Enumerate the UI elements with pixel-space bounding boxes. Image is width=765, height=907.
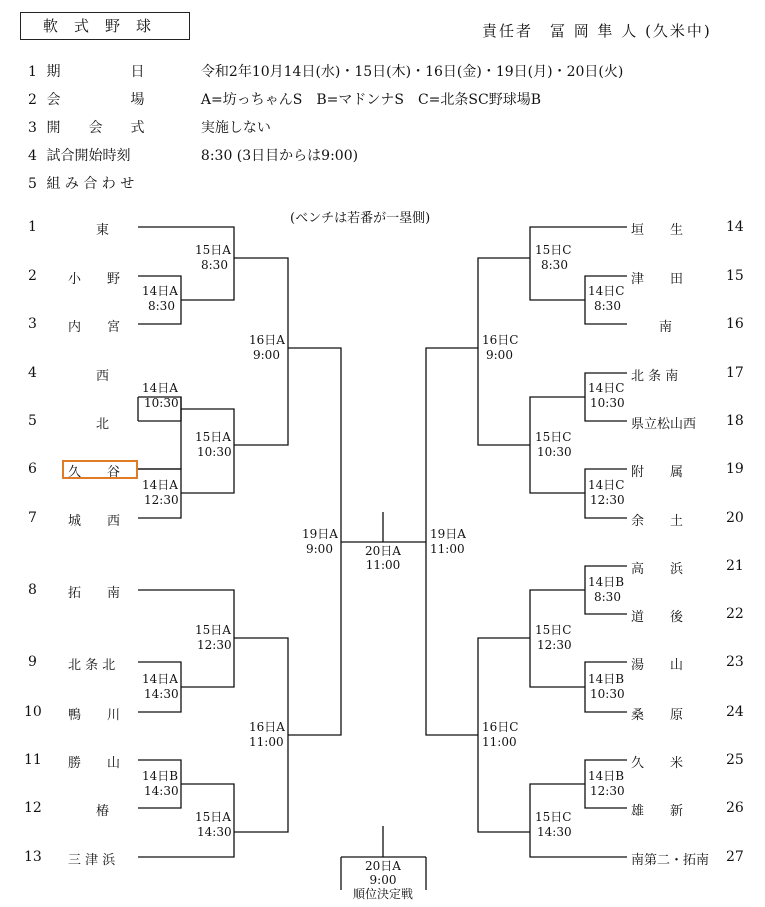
team-name: 北 条 北 bbox=[68, 658, 116, 673]
game-label: 16日A 9:00 bbox=[249, 333, 285, 362]
team-number: 9 bbox=[28, 654, 37, 670]
team-number: 16 bbox=[726, 316, 744, 332]
team-name: 津 田 bbox=[631, 272, 684, 287]
responsible-person: 責任者 冨 岡 隼 人 (久米中) bbox=[482, 22, 712, 40]
game-label: 16日C 9:00 bbox=[482, 333, 519, 362]
team-name: 附 属 bbox=[631, 465, 684, 480]
team-number: 25 bbox=[726, 752, 744, 768]
game-label: 15日C 8:30 bbox=[535, 243, 572, 272]
game-label: 14日A 8:30 bbox=[142, 284, 178, 313]
team-number: 3 bbox=[28, 316, 37, 332]
team-name: 東 bbox=[96, 223, 110, 238]
team-name: 余 土 bbox=[631, 514, 684, 529]
info-num: 3 bbox=[28, 120, 37, 136]
placement-game-label: 20日A 9:00 順位決定戦 bbox=[352, 859, 413, 901]
team-name: 道 後 bbox=[631, 610, 684, 625]
team-name: 湯 山 bbox=[631, 658, 684, 673]
team-number: 20 bbox=[726, 510, 744, 526]
team-number: 19 bbox=[726, 461, 744, 477]
game-label: 15日A 8:30 bbox=[195, 243, 231, 272]
team-number: 17 bbox=[726, 365, 744, 381]
team-number: 26 bbox=[726, 800, 744, 816]
team-name: 鴨 川 bbox=[68, 708, 121, 723]
team-number: 18 bbox=[726, 413, 744, 429]
info-label: 試合開始時刻 bbox=[46, 148, 131, 164]
game-label: 14日C 8:30 bbox=[588, 284, 625, 313]
game-label: 14日A 14:30 bbox=[142, 672, 179, 701]
info-label: 会 場 bbox=[46, 92, 145, 108]
team-name: 拓 南 bbox=[68, 586, 121, 601]
team-number: 10 bbox=[24, 704, 42, 720]
team-number: 24 bbox=[726, 704, 744, 720]
game-label: 15日C 14:30 bbox=[535, 810, 572, 839]
game-label: 15日A 14:30 bbox=[195, 810, 232, 839]
game-label: 16日A 11:00 bbox=[249, 720, 285, 749]
game-label: 14日C 10:30 bbox=[588, 381, 625, 410]
team-number: 8 bbox=[28, 582, 37, 598]
game-label: 14日B 14:30 bbox=[142, 769, 179, 798]
game-label: 14日C 12:30 bbox=[588, 478, 625, 507]
team-number: 21 bbox=[726, 558, 744, 574]
info-label: 組 み 合 わ せ bbox=[46, 176, 135, 192]
info-value: 令和2年10月14日(水)・15日(木)・16日(金)・19日(月)・20日(火) bbox=[200, 64, 624, 80]
team-number: 12 bbox=[24, 800, 42, 816]
game-label: 15日A 12:30 bbox=[195, 623, 232, 652]
game-label: 15日C 12:30 bbox=[535, 623, 572, 652]
team-name: 県立松山西 bbox=[631, 417, 697, 432]
info-value: A=坊っちゃんS B=マドンナS C=北条SC野球場B bbox=[200, 92, 541, 108]
team-number: 27 bbox=[726, 849, 744, 865]
game-label: 14日B 10:30 bbox=[588, 672, 625, 701]
team-name: 久 米 bbox=[631, 756, 684, 771]
game-label: 14日B 12:30 bbox=[588, 769, 625, 798]
game-label: 19日A 11:00 bbox=[430, 527, 466, 556]
game-label: 14日A 10:30 bbox=[142, 381, 179, 410]
team-name: 内 宮 bbox=[68, 320, 121, 335]
game-label: 19日A 9:00 bbox=[302, 527, 338, 556]
info-value: 実施しない bbox=[200, 120, 271, 136]
team-number: 11 bbox=[24, 752, 42, 768]
team-number: 23 bbox=[726, 654, 744, 670]
team-name: 高 浜 bbox=[631, 562, 684, 577]
team-name: 南第二・拓南 bbox=[631, 853, 710, 868]
info-label: 期 日 bbox=[46, 64, 145, 80]
info-label: 開 会 式 bbox=[46, 120, 145, 136]
bench-note: (ベンチは若番が一塁側) bbox=[290, 211, 431, 226]
team-number: 7 bbox=[28, 510, 37, 526]
info-num: 1 bbox=[28, 64, 37, 80]
team-name: 城 西 bbox=[68, 514, 121, 529]
team-number: 6 bbox=[28, 461, 37, 477]
info-num: 4 bbox=[28, 148, 37, 164]
team-name: 桑 原 bbox=[631, 708, 684, 723]
team-name: 南 bbox=[659, 320, 673, 335]
team-name: 西 bbox=[96, 369, 110, 384]
team-number: 14 bbox=[726, 219, 744, 235]
team-number: 1 bbox=[28, 219, 37, 235]
info-value: 8:30 (3日目からは9:00) bbox=[200, 148, 359, 164]
team-number: 22 bbox=[726, 606, 744, 622]
game-label: 15日C 10:30 bbox=[535, 430, 572, 459]
game-label: 15日A 10:30 bbox=[195, 430, 232, 459]
team-name-highlighted: 久 谷 bbox=[68, 465, 121, 480]
team-name: 北 bbox=[96, 417, 110, 432]
team-name: 小 野 bbox=[68, 272, 121, 287]
game-label: 16日C 11:00 bbox=[482, 720, 519, 749]
game-label: 14日B 8:30 bbox=[588, 575, 625, 604]
team-name: 雄 新 bbox=[631, 804, 684, 819]
game-label: 14日A 12:30 bbox=[142, 478, 179, 507]
team-number: 5 bbox=[28, 413, 37, 429]
team-name: 垣 生 bbox=[631, 223, 684, 238]
info-num: 2 bbox=[28, 92, 37, 108]
team-number: 15 bbox=[726, 268, 744, 284]
final-game-label: 20日A 11:00 bbox=[365, 544, 401, 572]
info-num: 5 bbox=[28, 176, 37, 192]
team-name: 北 条 南 bbox=[631, 369, 679, 384]
team-number: 4 bbox=[28, 365, 37, 381]
team-name: 勝 山 bbox=[68, 756, 121, 771]
page-title: 軟式野球 bbox=[20, 12, 190, 40]
team-number: 13 bbox=[24, 849, 42, 865]
team-name: 三 津 浜 bbox=[68, 853, 116, 868]
team-number: 2 bbox=[28, 268, 37, 284]
team-name: 椿 bbox=[96, 804, 110, 819]
